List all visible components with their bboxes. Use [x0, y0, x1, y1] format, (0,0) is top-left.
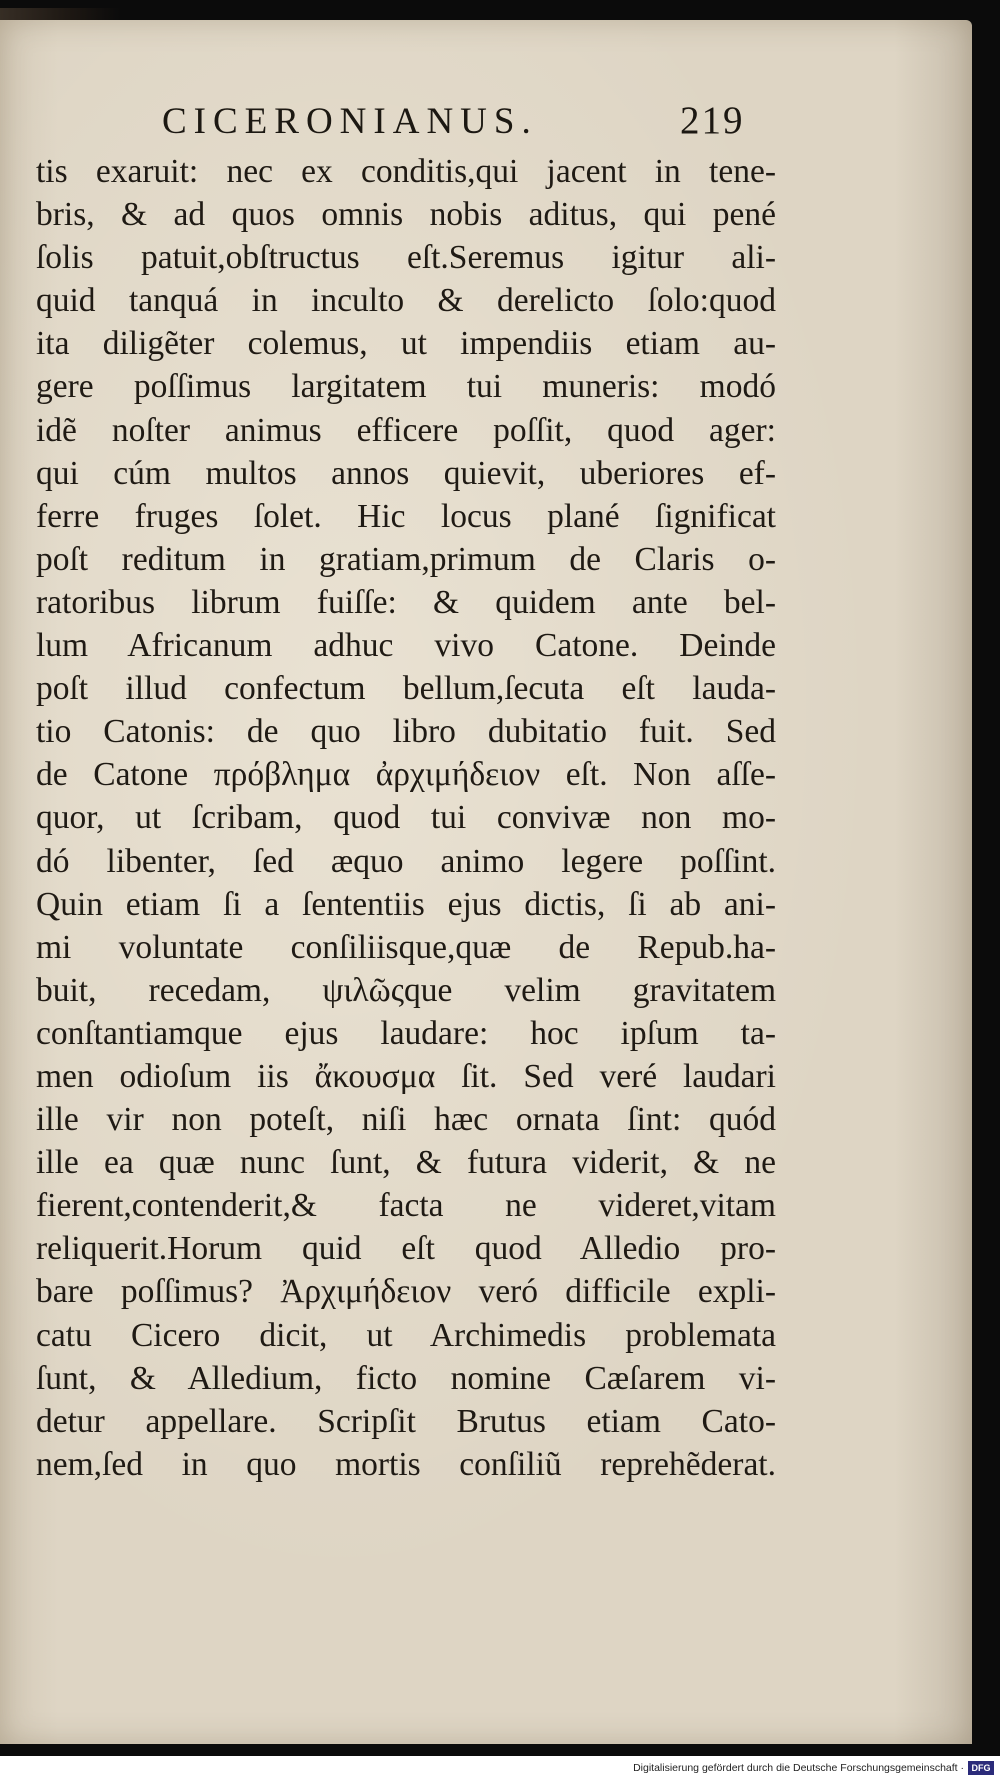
- text-line: ſunt, & Alledium, ficto nomine Cæſarem vi-: [36, 1359, 776, 1397]
- text-line: idẽ noſter animus efficere poſſit, quod ager:: [36, 411, 776, 449]
- text-line: gere poſſimus largitatem tui muneris: modó: [36, 368, 776, 406]
- running-title: CICERONIANUS.: [162, 101, 538, 142]
- text-line: tis exaruit: nec ex conditis,qui jacent in tene-: [36, 153, 776, 190]
- text-line: qui cúm multos annos quievit, uberiores ef-: [36, 454, 776, 492]
- text-line: poſt reditum in gratiam,primum de Claris o-: [36, 540, 776, 578]
- text-line: bare poſſimus? Ἀρχιμήδειον veró difficile expli-: [36, 1273, 776, 1311]
- text-line: dó libenter, ſed æquo animo legere poſſint.: [36, 842, 776, 880]
- book-page: [0, 20, 972, 1744]
- text-line: ille vir non poteſt, niſi hæc ornata ſint: quód: [36, 1101, 776, 1139]
- text-line: fierent,contenderit,& facta ne videret,vitam: [36, 1187, 776, 1225]
- text-line: tio Catonis: de quo libro dubitatio fuit. Sed: [36, 713, 776, 751]
- funding-credit: Digitalisierung gefördert durch die Deutsche Forschungsgemeinschaft ·: [633, 1762, 964, 1774]
- text-line: Quin etiam ſi a ſententiis ejus dictis, ſi ab ani-: [36, 885, 776, 923]
- text-line: ratoribus librum fuiſſe: & quidem ante bel-: [36, 583, 776, 621]
- text-line: buit, recedam, ψιλῶςque velim gravitatem: [36, 971, 776, 1009]
- text-line: men odioſum iis ἄκουσμα ſit. Sed veré laudari: [36, 1057, 776, 1095]
- text-line: ita diligẽter colemus, ut impendiis etiam au-: [36, 325, 776, 363]
- text-line: reliquerit.Horum quid eſt quod Alledio pro-: [36, 1230, 776, 1268]
- text-line: conſtantiamque ejus laudare: hoc ipſum ta-: [36, 1014, 776, 1052]
- text-line: ferre fruges ſolet. Hic locus plané ſignificat: [36, 497, 776, 535]
- text-line: poſt illud confectum bellum,ſecuta eſt lauda-: [36, 670, 776, 708]
- digitization-footer: [0, 1756, 1000, 1783]
- text-line: lum Africanum adhuc vivo Catone. Deinde: [36, 627, 776, 665]
- page-header: [0, 90, 972, 150]
- text-line: nem,ſed in quo mortis conſiliũ reprehẽderat.: [36, 1445, 776, 1483]
- text-line: quid tanquá in inculto & derelicto ſolo:quod: [36, 282, 776, 320]
- text-line: quor, ut ſcribam, quod tui convivæ non mo-: [36, 799, 776, 837]
- text-line: de Catone πρόβλημα ἀρχιμήδειον eſt. Non aſſe-: [36, 756, 776, 794]
- text-line: detur appellare. Scripſit Brutus etiam Cato-: [36, 1402, 776, 1440]
- page-number: 219: [680, 99, 745, 142]
- text-line: ſolis patuit,obſtructus eſt.Seremus igitur ali-: [36, 239, 776, 277]
- text-line: mi voluntate conſiliisque,quæ de Repub.ha-: [36, 928, 776, 966]
- text-line: bris, & ad quos omnis nobis aditus, qui pené: [36, 196, 776, 234]
- dfg-logo[interactable]: DFG: [968, 1761, 994, 1775]
- text-line: ille ea quæ nunc ſunt, & futura viderit, & ne: [36, 1144, 776, 1182]
- body-text: [36, 150, 776, 1486]
- text-line: catu Cicero dicit, ut Archimedis problemata: [36, 1316, 776, 1354]
